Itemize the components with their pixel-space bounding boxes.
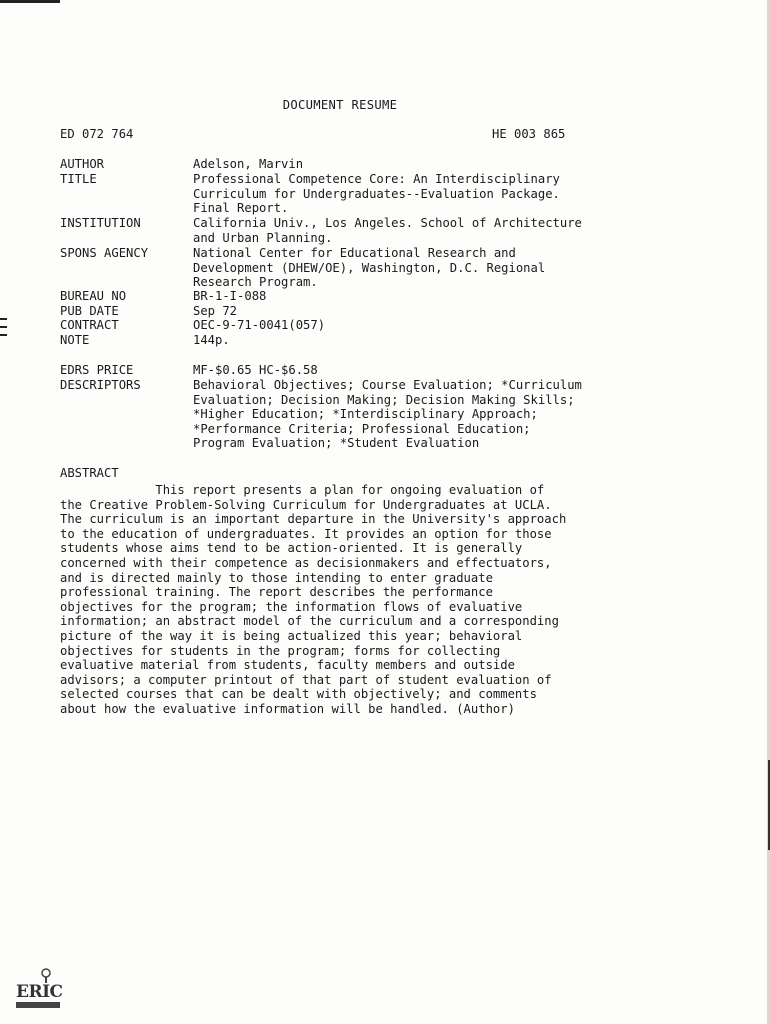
field-value-title: Professional Competence Core: An Interdisciplinary Curriculum for Undergraduates--Evaluation Package. Final Report. (193, 172, 560, 216)
field-label-descriptors: DESCRIPTORS (60, 378, 141, 392)
field-label-spons-agency: SPONS AGENCY (60, 246, 149, 260)
field-value-spons-agency: National Center for Educational Research and Development (DHEW/OE), Washington, D.C. Regional Research Program. (193, 246, 546, 290)
ed-number: ED 072 764 (60, 127, 134, 141)
field-label-edrs-price: EDRS PRICE (60, 363, 134, 377)
document-title: DOCUMENT RESUME (282, 98, 398, 112)
field-label-note: NOTE (60, 333, 90, 347)
eric-logo-bar (16, 1002, 60, 1008)
eric-logo (16, 968, 64, 1014)
field-label-title: TITLE (60, 172, 97, 186)
he-number: HE 003 865 (492, 127, 566, 141)
eric-logo-text: ERIC (16, 982, 63, 1002)
field-value-bureau-no: BR-1-I-088 (193, 289, 267, 303)
field-value-contract: OEC-9-71-0041(057) (193, 318, 326, 332)
field-label-bureau-no: BUREAU NO (60, 289, 127, 303)
field-label-institution: INSTITUTION (60, 216, 141, 230)
abstract-body: This report presents a plan for ongoing evaluation of the Creative Problem-Solving Curriculum for Undergraduates at UCLA. The curriculum is an important departure in the University's approach to the education of undergraduates. It provides an option for those students whose aims tend to be action-oriented. It is generally concerned with their competence as decisionmakers and effectuators, and is directed mainly to those intending to enter graduate professional training. The report describes the performance objectives for the program; the information flows of evaluative information; an abstract model of the curriculum and a corresponding picture of the way it is being actualized this year; behavioral objectives for students in the program; forms for collecting evaluative material from students, faculty members and outside advisors; a computer printout of that part of student evaluation of selected courses that can be dealt with objectively; and comments about how the evaluative information will be handled. (Author) (60, 483, 567, 716)
abstract-label: ABSTRACT (60, 466, 119, 480)
field-value-edrs-price: MF-$0.65 HC-$6.58 (193, 363, 318, 377)
field-value-author: Adelson, Marvin (193, 157, 304, 171)
field-value-institution: California Univ., Los Angeles. School of Architecture and Urban Planning. (193, 216, 582, 245)
field-label-pub-date: PUB DATE (60, 304, 119, 318)
field-label-contract: CONTRACT (60, 318, 119, 332)
field-value-pub-date: Sep 72 (193, 304, 238, 318)
field-label-author: AUTHOR (60, 157, 105, 171)
field-value-descriptors: Behavioral Objectives; Course Evaluation; *Curriculum Evaluation; Decision Making; Decision Making Skills; *Higher Education; *Interdisciplinary Approach; *Performance Criteria; Professional Education; Program Evaluation; *Student Evaluation (193, 378, 582, 451)
scan-edge-top (0, 0, 60, 3)
scan-left-mark (0, 316, 7, 344)
field-value-note: 144p. (193, 333, 230, 347)
